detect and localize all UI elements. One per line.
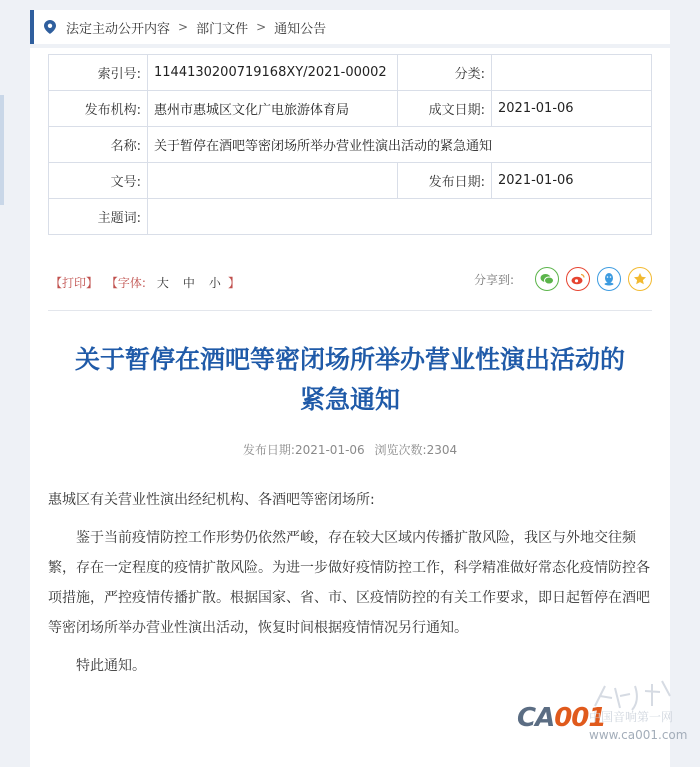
qq-icon[interactable] [597, 267, 621, 291]
table-row [49, 127, 652, 163]
weibo-icon[interactable] [566, 267, 590, 291]
qzone-icon[interactable] [628, 267, 652, 291]
article-closing: 特此通知。 [76, 658, 146, 674]
divider [48, 310, 652, 311]
category-label: 分类: [398, 55, 492, 91]
font-size-open: 【字体: [105, 276, 146, 290]
watermark-cn: 中国音响第一网 [589, 710, 674, 724]
breadcrumb [30, 10, 670, 44]
metadata-table [48, 54, 652, 235]
breadcrumb-item-department-docs[interactable]: 部门文件 [196, 21, 249, 37]
article-title-line1: 关于暂停在酒吧等密闭场所举办营业性演出活动的 [74, 345, 625, 374]
article-salutation: 惠城区有关营业性演出经纪机构、各酒吧等密闭场所: [48, 492, 375, 508]
font-large-link[interactable]: 大 [156, 276, 169, 290]
name-label: 名称: [49, 127, 148, 163]
created-date-value: 2021-01-06 [492, 91, 652, 127]
index-label: 索引号: [49, 55, 148, 91]
article-tools [50, 274, 244, 291]
views-label: 浏览次数: [374, 443, 427, 457]
logo-accent-text: 001 [554, 703, 606, 733]
pubdate-value: 2021-01-06 [492, 163, 652, 199]
wechat-icon[interactable] [535, 267, 559, 291]
article-body [48, 485, 654, 681]
breadcrumb-item-notices[interactable]: 通知公告 [274, 21, 327, 37]
keywords-label: 主题词: [49, 199, 148, 235]
font-small-link[interactable]: 小 [208, 276, 221, 290]
article-title [30, 340, 670, 420]
pub-date-label: 发布日期: [242, 443, 295, 457]
font-size-close: 】 [227, 276, 240, 290]
table-row [49, 199, 652, 235]
print-link[interactable]: 【打印】 [50, 276, 99, 290]
docno-label: 文号: [49, 163, 148, 199]
table-row [49, 163, 652, 199]
publisher-value: 惠州市惠城区文化广电旅游体育局 [148, 91, 398, 127]
views-value: 2304 [426, 443, 458, 457]
breadcrumb-item-public-content[interactable]: 法定主动公开内容 [66, 21, 171, 37]
location-pin-icon [44, 20, 56, 34]
table-row [49, 91, 652, 127]
left-edge-bar [0, 95, 4, 205]
category-value [492, 55, 652, 91]
share-bar [474, 267, 652, 291]
table-row [49, 55, 652, 91]
article-pubinfo [30, 441, 670, 458]
breadcrumb-separator: > [256, 20, 267, 34]
name-value: 关于暂停在酒吧等密闭场所举办营业性演出活动的紧急通知 [148, 127, 652, 163]
watermark-text [589, 708, 687, 744]
created-date-label: 成文日期: [398, 91, 492, 127]
pub-date-value: 2021-01-06 [294, 443, 365, 457]
article-paragraph: 鉴于当前疫情防控工作形势仍依然严峻，存在较大区域内传播扩散风险，我区与外地交往频繁，存在一定程度的疫情扩散风险。为进一步做好疫情防控工作，科学精准做好常态化疫情防控各项措施，严控疫情传播扩散。根据国家、省、市、区疫情防控的有关工作要求，即日起暂停在酒吧等密闭场所举办营业性演出活动，恢复时间根据疫情情况另行通知。 [48, 530, 650, 636]
pubdate-label: 发布日期: [398, 163, 492, 199]
logo-main-text: CA [517, 703, 555, 733]
publisher-label: 发布机构: [49, 91, 148, 127]
share-label: 分享到: [473, 272, 514, 287]
index-value: 1144130200719168XY/2021-00002 [148, 55, 398, 91]
breadcrumb-separator: > [178, 20, 189, 34]
docno-value [148, 163, 398, 199]
keywords-value [148, 199, 652, 235]
content-panel [30, 48, 670, 767]
article-title-line2: 紧急通知 [299, 385, 400, 414]
watermark-site: www.ca001.com [589, 728, 688, 742]
font-medium-link[interactable]: 中 [182, 276, 195, 290]
